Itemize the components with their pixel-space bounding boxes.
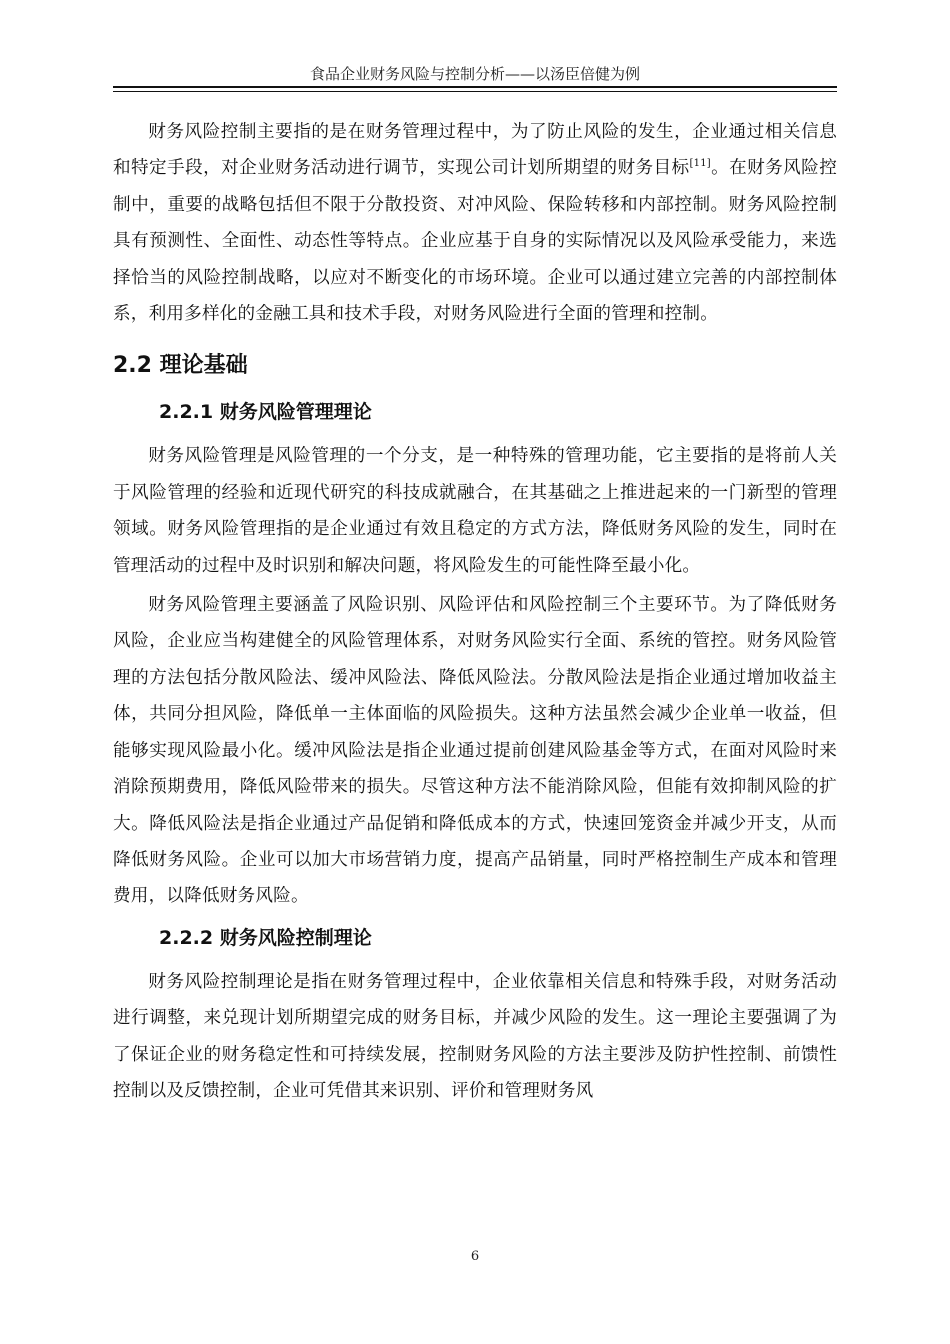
- paragraph-2-2-1-b: 财务风险管理主要涵盖了风险识别、风险评估和风险控制三个主要环节。为了降低财务风险，企业应当构建健全的风险管理体系，对财务风险实行全面、系统的管控。财务风险管理的方法包括分散风险法、缓冲风险法、降低风险法。分散风险法是指企业通过增加收益主体，共同分担风险，降低单一主体面临的风险损失。这种方法虽然会减少企业单一收益，但能够实现风险最小化。缓冲风险法是指企业通过提前创建风险基金等方式，在面对风险时来消除预期费用，降低风险带来的损失。尽管这种方法不能消除风险，但能有效抑制风险的扩大。降低风险法是指企业通过产品促销和降低成本的方式，快速回笼资金并减少开支，从而降低财务风险。企业可以加大市场营销力度，提高产品销量，同时严格控制生产成本和管理费用，以降低财务风险。: [113, 595, 837, 907]
- intro-text-before-ref: 财务风险控制主要指的是在财务管理过程中，为了防止风险的发生，企业通过相关信息和特定手段，对企业财务活动进行调节，实现公司计划所期望的财务目标: [113, 122, 837, 179]
- section-heading-2-2: 2.2 理论基础: [113, 353, 248, 379]
- citation-reference: [11]: [689, 158, 711, 170]
- header-rule-thick: [113, 86, 837, 88]
- header-rule-thin: [113, 91, 837, 92]
- page-body: [113, 114, 837, 1109]
- paragraph-2-2-2-a: 财务风险控制理论是指在财务管理过程中，企业依靠相关信息和特殊手段，对财务活动进行调整，来兑现计划所期望完成的财务目标，并减少风险的发生。这一理论主要强调了为了保证企业的财务稳定性和可持续发展，控制财务风险的方法主要涉及防护性控制、前馈性控制以及反馈控制，企业可凭借其来识别、评价和管理财务风: [113, 971, 837, 1101]
- page-number: 6: [470, 1249, 480, 1264]
- intro-paragraph: [113, 114, 837, 332]
- page-header-title: 食品企业财务风险与控制分析——以汤臣倍健为例: [309, 65, 640, 83]
- subsection-heading-2-2-1: 2.2.1 财务风险管理理论: [159, 401, 372, 424]
- subsection-heading-2-2-2: 2.2.2 财务风险控制理论: [159, 926, 372, 949]
- intro-text-after-ref: 。在财务风险控制中，重要的战略包括但不限于分散投资、对冲风险、保险转移和内部控制。财务风险控制具有预测性、全面性、动态性等特点。企业应基于自身的实际情况以及风险承受能力，来选择恰当的风险控制战略，以应对不断变化的市场环境。企业可以通过建立完善的内部控制体系，利用多样化的金融工具和技术手段，对财务风险进行全面的管理和控制。: [113, 158, 837, 325]
- paragraph-2-2-1-a: 财务风险管理是风险管理的一个分支，是一种特殊的管理功能，它主要指的是将前人关于风险管理的经验和近现代研究的科技成就融合，在其基础之上推进起来的一门新型的管理领域。财务风险管理指的是企业通过有效且稳定的方式方法，降低财务风险的发生，同时在管理活动的过程中及时识别和解决问题，将风险发生的可能性降至最小化。: [113, 446, 837, 576]
